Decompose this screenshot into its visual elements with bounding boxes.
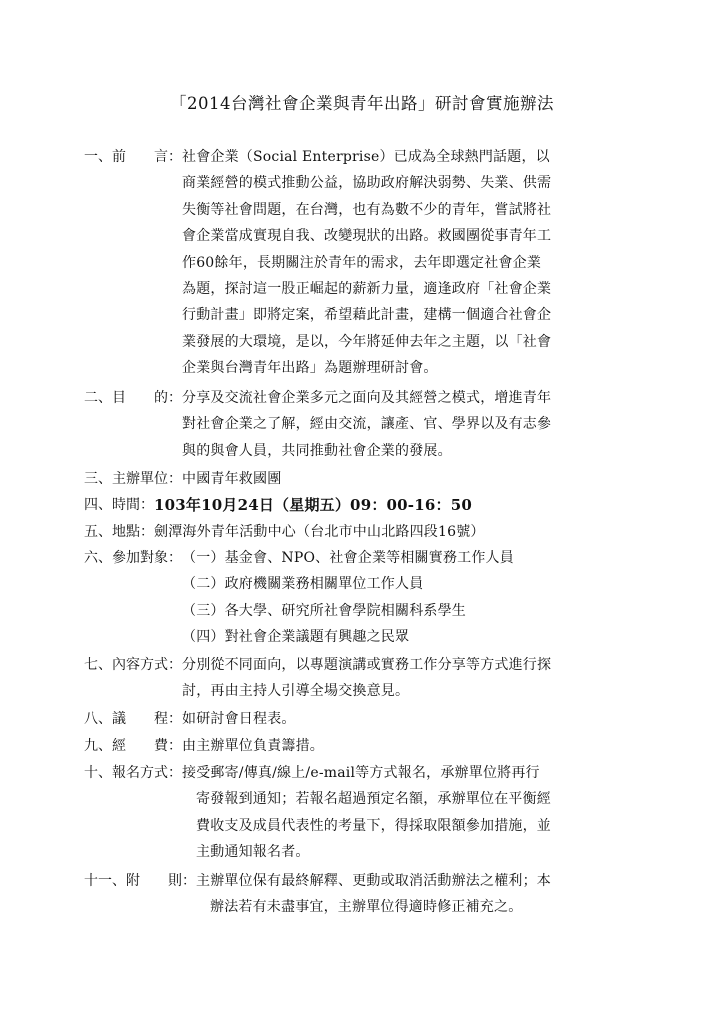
text-line: 主動通知報名者。 <box>196 844 310 861</box>
section-body <box>182 760 664 866</box>
text-line: 企業與台灣青年出路」為題辦理研討會。 <box>182 360 438 377</box>
section-label: 四、時間： <box>84 497 154 513</box>
text-line: 分享及交流社會企業多元之面向及其經營之模式，增進青年 <box>182 390 552 406</box>
text-line: 寄發報到通知；若報名超過預定名額，承辦單位在平衡經 <box>196 791 551 808</box>
section-label: 三、主辦單位： <box>84 471 182 487</box>
section-time <box>84 492 664 518</box>
participants-list <box>182 545 664 651</box>
text-line: 討，再由主持人引導全場交換意見。 <box>182 683 410 700</box>
agenda-value: 如研討會日程表。 <box>182 711 296 727</box>
section-label: 五、地點： <box>84 524 154 540</box>
text-line: 作60餘年，長期關注於青年的需求，去年即選定社會企業 <box>182 254 542 271</box>
section-appendix <box>84 868 664 921</box>
section-content <box>84 652 664 705</box>
section-label: 十一、附 則： <box>84 873 196 889</box>
list-item: （三）各大學、研究所社會學院相關科系學生 <box>182 602 466 619</box>
section-venue <box>84 519 664 545</box>
text-line: 主辦單位保有最終解釋、更動或取消活動辦法之權利；本 <box>196 873 551 889</box>
section-label: 二、目 的： <box>84 390 182 406</box>
list-item: （四）對社會企業議題有興趣之民眾 <box>182 629 410 646</box>
section-label: 十、報名方式： <box>84 765 182 781</box>
text-line: 接受郵寄/傳真/線上/e-mail等方式報名，承辦單位將再行 <box>182 765 540 781</box>
event-time: 103年10月24日（星期五）09：00-16：50 <box>154 496 472 514</box>
section-label: 六、參加對象： <box>84 550 182 566</box>
text-line: 與的與會人員，共同推動社會企業的發展。 <box>182 442 452 459</box>
section-body <box>182 144 664 382</box>
text-line: 費收支及成員代表性的考量下，得採取限額參加措施，並 <box>196 817 551 834</box>
section-label: 七、內容方式： <box>84 657 182 673</box>
section-body <box>182 652 664 705</box>
text-line: 社會企業（Social Enterprise）已成為全球熱門話題，以 <box>182 149 550 165</box>
section-agenda <box>84 706 664 732</box>
section-funding <box>84 733 664 759</box>
text-line: 商業經營的模式推動公益，協助政府解決弱勢、失業、供需 <box>182 175 552 192</box>
text-line: 行動計畫」即將定案，希望藉此計畫，建構一個適合社會企 <box>182 307 552 324</box>
list-item: （一）基金會、NPO、社會企業等相關實務工作人員 <box>182 550 514 566</box>
section-purpose <box>84 385 664 464</box>
text-line: 分別從不同面向，以專題演講或實務工作分享等方式進行探 <box>182 657 552 673</box>
document-title: 「2014台灣社會企業與青年出路」研討會實施辦法 <box>170 94 554 113</box>
section-registration <box>84 760 664 866</box>
list-item: （二）政府機關業務相關單位工作人員 <box>182 576 424 593</box>
text-line: 為題，探討這一股正崛起的薪新力量，適逢政府「社會企業 <box>182 281 552 298</box>
section-body <box>182 385 664 464</box>
section-participants <box>84 545 664 651</box>
text-line: 辦法若有未盡事宜，主辦單位得適時修正補充之。 <box>210 899 523 916</box>
text-line: 失衡等社會問題，在台灣，也有為數不少的青年，嘗試將社 <box>182 201 552 218</box>
section-label: 九、經 費： <box>84 738 182 754</box>
organizer-value: 中國青年救國團 <box>182 471 282 487</box>
text-line: 業發展的大環境，是以，今年將延伸去年之主題，以「社會 <box>182 333 552 350</box>
section-body <box>196 868 664 921</box>
section-label: 八、議 程： <box>84 711 182 727</box>
funding-value: 由主辦單位負責籌措。 <box>182 738 324 754</box>
section-label: 一、前 言： <box>84 149 182 165</box>
text-line: 會企業當成實現自我、改變現狀的出路。救國團從事青年工 <box>182 228 552 245</box>
text-line: 對社會企業之了解，經由交流，讓產、官、學界以及有志參 <box>182 416 552 433</box>
venue-value: 劍潭海外青年活動中心（台北市中山北路四段16號） <box>154 524 485 540</box>
section-organizer <box>84 466 664 492</box>
section-intro <box>84 144 664 382</box>
